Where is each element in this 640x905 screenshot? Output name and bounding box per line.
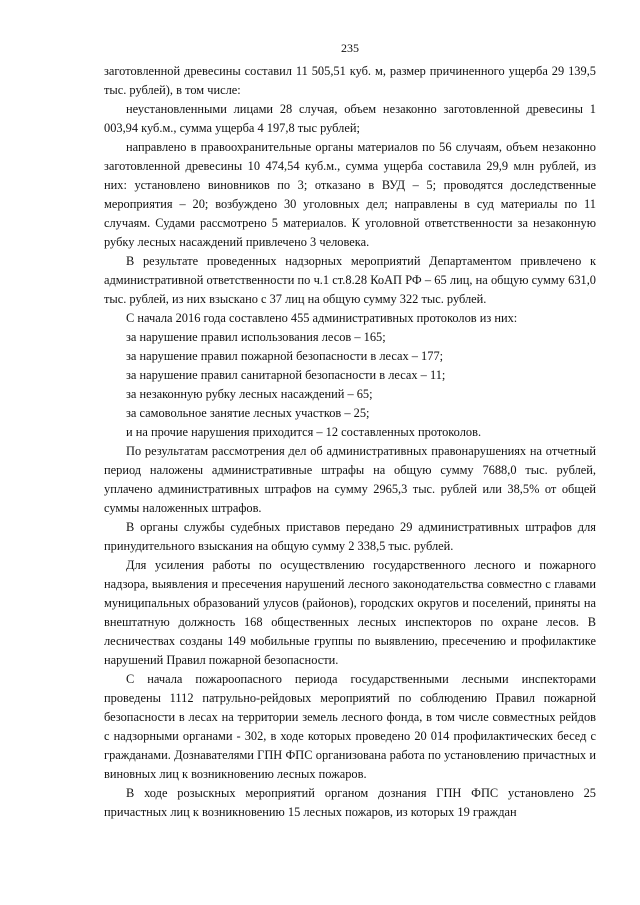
list-item: и на прочие нарушения приходится – 12 составленных протоколов.: [126, 425, 482, 439]
list-item: за нарушение правил санитарной безопасности в лесах – 11;: [126, 368, 446, 382]
document-body: [104, 62, 596, 822]
paragraph: С начала 2016 года составлено 455 административных протоколов из них:: [126, 311, 518, 325]
list-item: за незаконную рубку лесных насаждений – 65;: [126, 387, 373, 401]
paragraph: В ходе розыскных мероприятий органом дознания ГПН ФПС установлено 25 причастных лиц к возникновению 15 лесных пожаров, из которых 19 граждан: [104, 786, 596, 819]
paragraph: Для усиления работы по осуществлению государственного лесного и пожарного надзора, выявления и пресечения нарушений лесного законодательства совместно с главами муниципальных образований улусов (районов), городских округов и поселений, приняты на внештатную должность 168 общественных лесных инспекторов по охране лесов. В лесничествах созданы 149 мобильные группы по выявлению, пресечению и профилактике нарушений Правил пожарной безопасности.: [104, 558, 596, 667]
paragraph: С начала пожароопасного периода государственными лесными инспекторами проведены 1112 патрульно-рейдовых мероприятий по соблюдению Правил пожарной безопасности в лесах на территории земель лесного фонда, в том числе совместных рейдов с надзорными органами - 302, в ходе которых проведено 20 014 профилактических бесед с гражданами. Дознавателями ГПН ФПС организована работа по установлению причастных и виновных лиц к возникновению лесных пожаров.: [104, 672, 596, 781]
list-item: за нарушение правил пожарной безопасности в лесах – 177;: [126, 349, 444, 363]
paragraph: В органы службы судебных приставов передано 29 административных штрафов для принудительного взыскания на общую сумму 2 338,5 тыс. рублей.: [104, 520, 596, 553]
paragraph: направлено в правоохранительные органы материалов по 56 случаям, объем незаконно заготовленной древесины 10 474,54 куб.м., сумма ущерба составила 29,9 млн рублей, из них: установлено виновников по 3; отказано в ВУД – 5; проводятся доследственные мероприятия – 20; возбуждено 30 уголовных дел; направлены в суд материалы по 11 случаям. Судами рассмотрено 5 материалов. К уголовной ответственности за незаконную рубку лесных насаждений привлечено 3 человека.: [104, 140, 596, 249]
paragraph: По результатам рассмотрения дел об административных правонарушениях на отчетный период наложены административные штрафы на общую сумму 7688,0 тыс. рублей, уплачено административных штрафов на сумму 2965,3 тыс. рублей или 38,5% от общей суммы наложенных штрафов.: [104, 444, 596, 515]
page-number: 235: [341, 41, 359, 55]
paragraph: В результате проведенных надзорных мероприятий Департаментом привлечено к административной ответственности по ч.1 ст.8.28 КоАП РФ – 65 лиц, на общую сумму 631,0 тыс. рублей, из них взыскано с 37 лиц на общую сумму 322 тыс. рублей.: [104, 254, 596, 306]
list-item: за нарушение правил использования лесов – 165;: [126, 330, 386, 344]
paragraph: неустановленными лицами 28 случая, объем незаконно заготовленной древесины 1 003,94 куб.м., сумма ущерба 4 197,8 тыс рублей;: [104, 102, 596, 135]
list-item: за самовольное занятие лесных участков – 25;: [126, 406, 370, 420]
paragraph: заготовленной древесины составил 11 505,51 куб. м, размер причиненного ущерба 29 139,5 тыс. рублей), в том числе:: [104, 64, 596, 97]
